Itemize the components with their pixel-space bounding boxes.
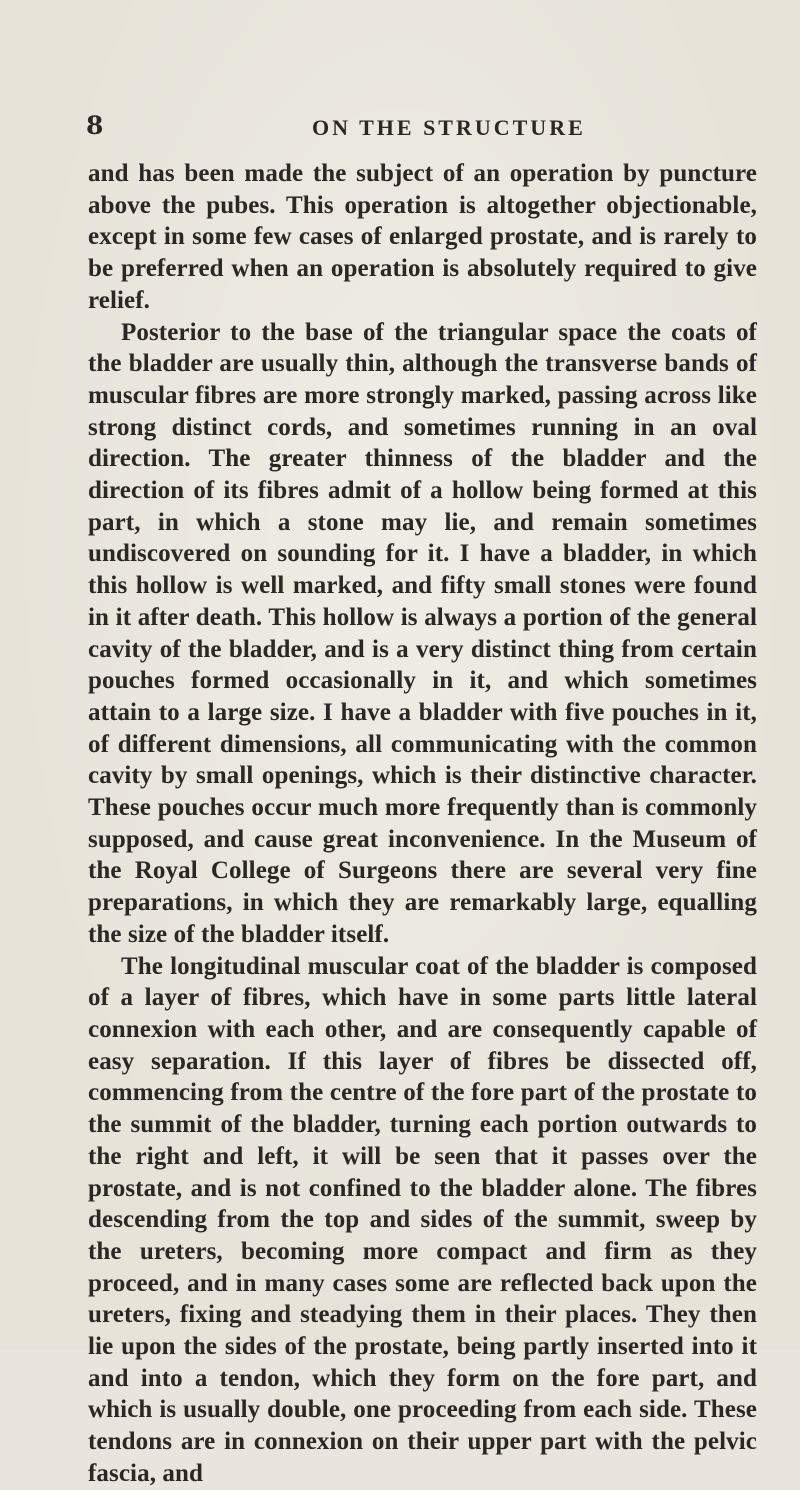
running-head xyxy=(80,108,760,144)
running-title: ON THE STRUCTURE xyxy=(312,115,586,140)
paragraph-longitudinal: The longitudinal muscular coat of the bladder is composed of a layer of fibres, which have in some parts little lateral connexion with each other, and are consequently capable of easy separation. If this layer of fibres be dissected off, commencing from the centre of the fore part of the prostate to the summit of the bladder, turning each portion outwards to the right and left, it will be seen that it passes over the prostate, and is not confined to the bladder alone. The fibres descending from the top and sides of the summit, sweep by the ureters, becoming more compact and firm as they proceed, and in many cases some are reflected back upon the ureters, fixing and steadying them in their places. They then lie upon the sides of the prostate, being partly inserted into it and into a tendon, which they form on the fore part, and which is usually double, one proceeding from each side. These tendons are in connexion on their upper part with the pelvic fascia, and xyxy=(88,952,757,1487)
paragraph-continued: and has been made the subject of an operation by puncture above the pubes. This operation is altogether objectionable, except in some few cases of enlarged prostate, and is rarely to be preferred when an operation is absolutely required to give relief. xyxy=(88,160,757,314)
paragraph-posterior: Posterior to the base of the triangular space the coats of the bladder are usually thin, although the transverse bands of muscular fibres are more strongly marked, passing across like strong distinct cords, and sometimes running in an oval direction. The greater thinness of the bladder and the direction of its fibres admit of a hollow being formed at this part, in which a stone may lie, and remain sometimes undiscovered on sounding for it. I have a bladder, in which this hollow is well marked, and fifty small stones were found in it after death. This hollow is always a portion of the general cavity of the bladder, and is a very distinct thing from certain pouches formed occasionally in it, and which sometimes attain to a large size. I have a bladder with five pouches in it, of different dimensions, all communicating with the common cavity by small openings, which is their distinctive character. These pouches occur much more frequently than is commonly supposed, and cause great inconvenience. In the Museum of the Royal College of Surgeons there are several very fine preparations, in which they are remarkably large, equalling the size of the bladder itself. xyxy=(88,318,757,948)
page-number: 8 xyxy=(86,111,104,140)
body-text xyxy=(88,158,757,1490)
